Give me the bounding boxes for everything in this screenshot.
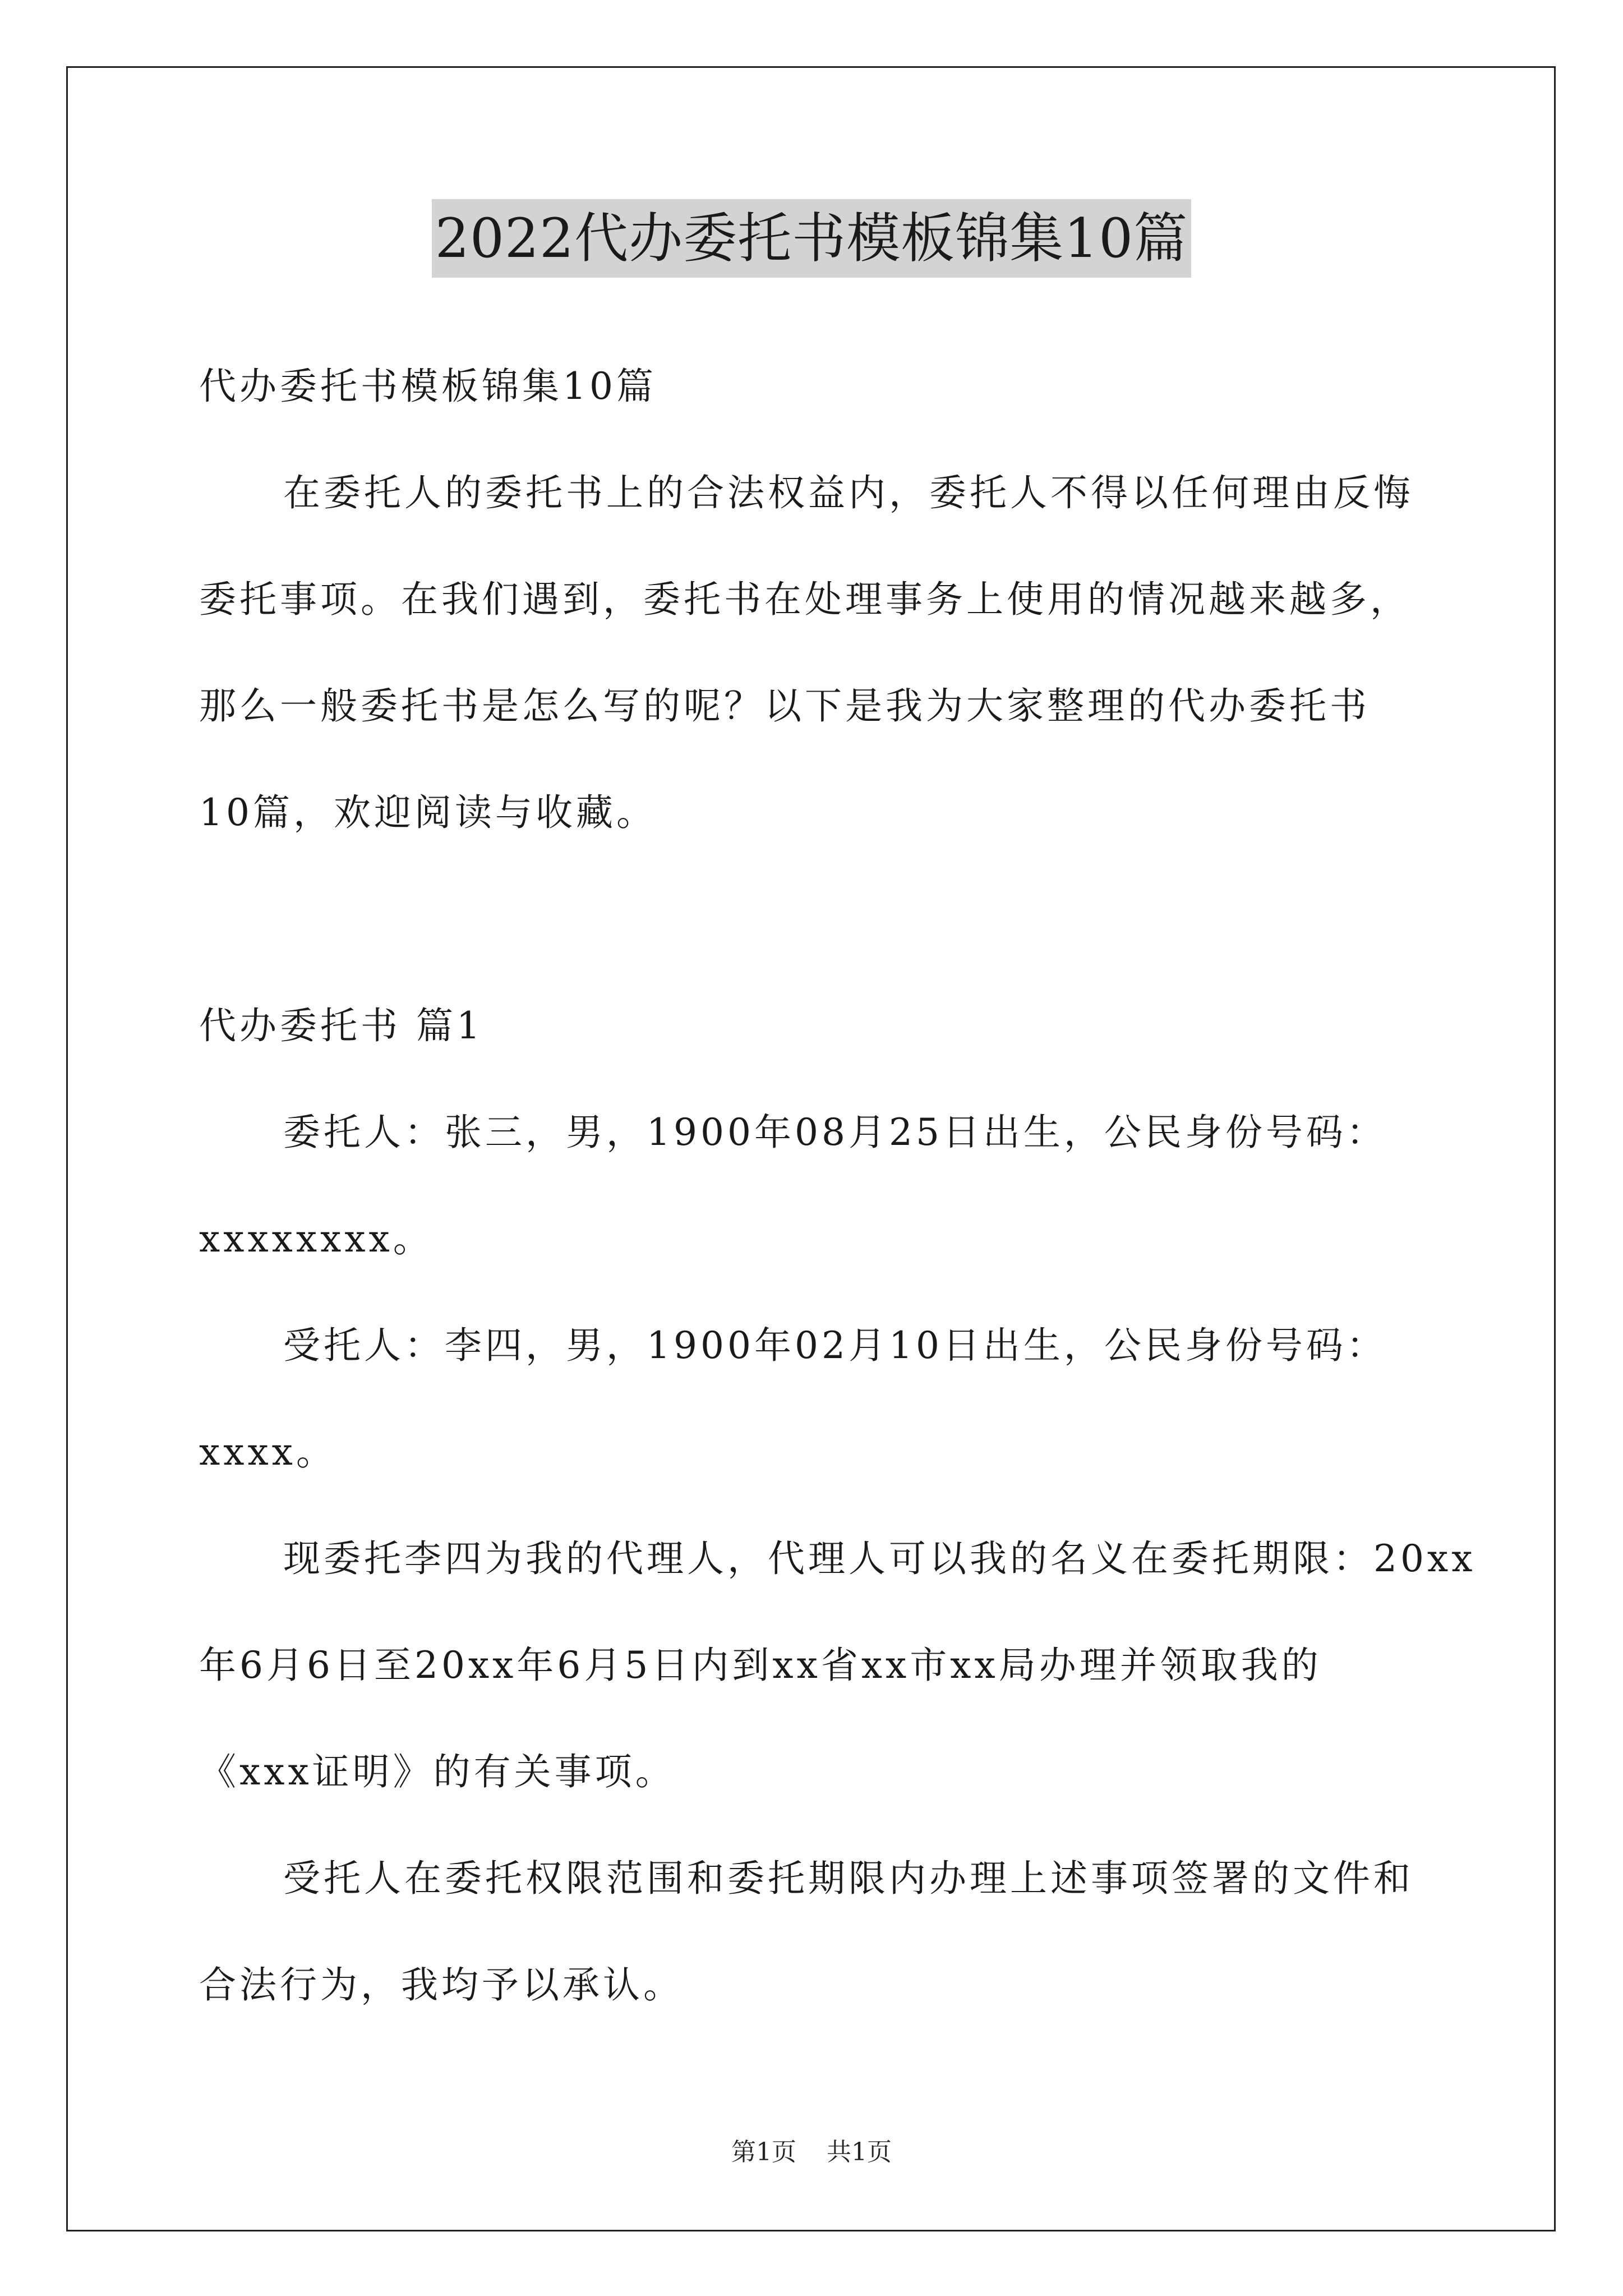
title-container: [0, 199, 1623, 278]
page-total: 共1页: [827, 2138, 892, 2166]
paragraph-line: 委托事项。在我们遇到，委托书在处理事务上使用的情况越来越多，: [199, 578, 1410, 621]
paragraph-line: 委托人：张三，男，1900年08月25日出生，公民身份号码：: [283, 1111, 1387, 1154]
paragraph-line: xxxxxxxx。: [199, 1217, 434, 1260]
paragraph-line: 受托人：李四，男，1900年02月10日出生，公民身份号码：: [283, 1324, 1387, 1367]
paragraph-line: 受托人在委托权限范围和委托期限内办理上述事项签署的文件和: [283, 1857, 1414, 1900]
paragraph-line: xxxx。: [199, 1430, 336, 1474]
paragraph-line: 合法行为，我均予以承认。: [199, 1963, 684, 2007]
paragraph-line: 10篇，欢迎阅读与收藏。: [199, 791, 657, 834]
page-number: 第1页: [731, 2138, 796, 2166]
section-heading: 代办委托书 篇1: [199, 1004, 483, 1047]
document-title: 2022代办委托书模板锦集10篇: [432, 199, 1191, 278]
page-footer: [0, 2132, 1623, 2168]
subtitle-line: 代办委托书模板锦集10篇: [199, 365, 657, 408]
paragraph-line: 《xxx证明》的有关事项。: [199, 1750, 676, 1793]
paragraph-line: 那么一般委托书是怎么写的呢？以下是我为大家整理的代办委托书: [199, 684, 1370, 728]
paragraph-line: 现委托李四为我的代理人，代理人可以我的名义在委托期限：20xx: [283, 1537, 1476, 1580]
paragraph-line: 年6月6日至20xx年6月5日内到xx省xx市xx局办理并领取我的: [199, 1644, 1322, 1687]
paragraph-line: 在委托人的委托书上的合法权益内，委托人不得以任何理由反悔: [283, 471, 1414, 514]
